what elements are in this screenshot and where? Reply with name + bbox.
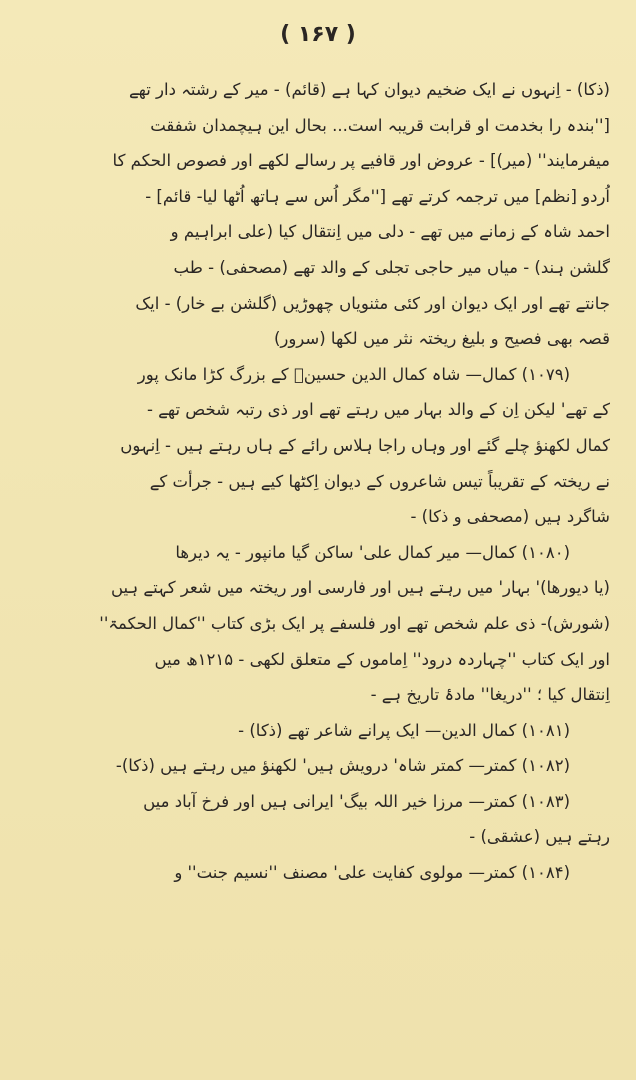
page-text-body [32,72,610,891]
entry-heading-line: (۱۰۷۹) کمال— شاہ کمال الدین حسینؔ کے بزرگ کڑا مانک پور [137,364,570,384]
text-line: شاگرد ہیں (مصحفی و ذکا) - [410,507,610,527]
entry-heading-line: (۱۰۸۳) کمتر— مرزا خیر اللہ بیگ' ایرانی ہیں اور فرخ آباد میں [143,791,570,811]
text-line: [''بندہ را بخدمت او قرابت قریبہ است... بحال این ہیچمدان شفقت [150,115,610,135]
text-line: کے تھے' لیکن اِن کے والد بہار میں رہتے تھے اور ذی رتبہ شخص تھے - [146,400,610,420]
text-line: کمال لکھنؤ چلے گئے اور وہاں راجا ہلاس رائے کے ہاں رہتے ہیں - اِنہوں [120,435,610,455]
text-line: میفرمایند'' (میر)] - عروض اور قافیے پر رسالے لکھے اور فصوص الحکم کا [112,151,610,171]
entry-heading-line: (۱۰۸۴) کمتر— مولوی کفایت علی' مصنف ''نسیم جنت'' و [174,863,570,883]
text-line: نے ریختہ کے تقریباً تیس شاعروں کے دیوان اِکٹھا کیے ہیں - جرأت کے [149,471,610,491]
entry-heading-line: (۱۰۸۰) کمال— میر کمال علی' ساکن گیا مانپور - یہ دیرھا [175,542,570,562]
text-line: (یا دیورھا)' بہار' میں رہتے ہیں اور فارسی اور ریختہ میں شعر کہتے ہیں [110,578,610,598]
text-line: گلشن ہند) - میاں میر حاجی تجلی کے والد تھے (مصحفی) - طب [173,257,610,277]
text-line: (ذکا) - اِنہوں نے ایک ضخیم دیوان کہا ہے (قائم) - میر کے رشتہ دار تھے [128,80,610,99]
text-line: اُردو [نظم] میں ترجمہ کرتے تھے [''مگر اُس سے ہاتھ اُٹھا لیا- قائم] - [145,186,610,206]
text-line: احمد شاہ کے زمانے میں تھے - دلی میں اِنتقال کیا (علی ابراہیم و [170,222,610,242]
entry-heading-line: (۱۰۸۲) کمتر— کمتر شاہ' درویش ہیں' لکھنؤ میں رہتے ہیں (ذکا)- [115,756,570,776]
text-line: (شورش)- ذی علم شخص تھے اور فلسفے پر ایک بڑی کتاب ''کمال الحکمۃ'' [99,613,610,633]
text-line: اور ایک کتاب ''چہاردہ درود'' اِماموں کے متعلق لکھی - ۱۲۱۵ھ میں [154,649,610,669]
page-number: ( ۱۶۷ ) [280,22,356,47]
text-line: جانتے تھے اور ایک دیوان اور کئی مثنویاں چھوڑیں (گلشن بے خار) - ایک [135,293,610,313]
text-line: اِنتقال کیا ؛ ''دریغا'' مادۂ تاریخ ہے - [370,685,610,705]
text-line: رہتے ہیں (عشقی) - [469,827,610,847]
entry-heading-line: (۱۰۸۱) کمال الدین— ایک پرانے شاعر تھے (ذکا) - [238,720,570,740]
text-line: قصہ بھی فصیح و بلیغ ریختہ نثر میں لکھا (سرور) [273,329,610,349]
